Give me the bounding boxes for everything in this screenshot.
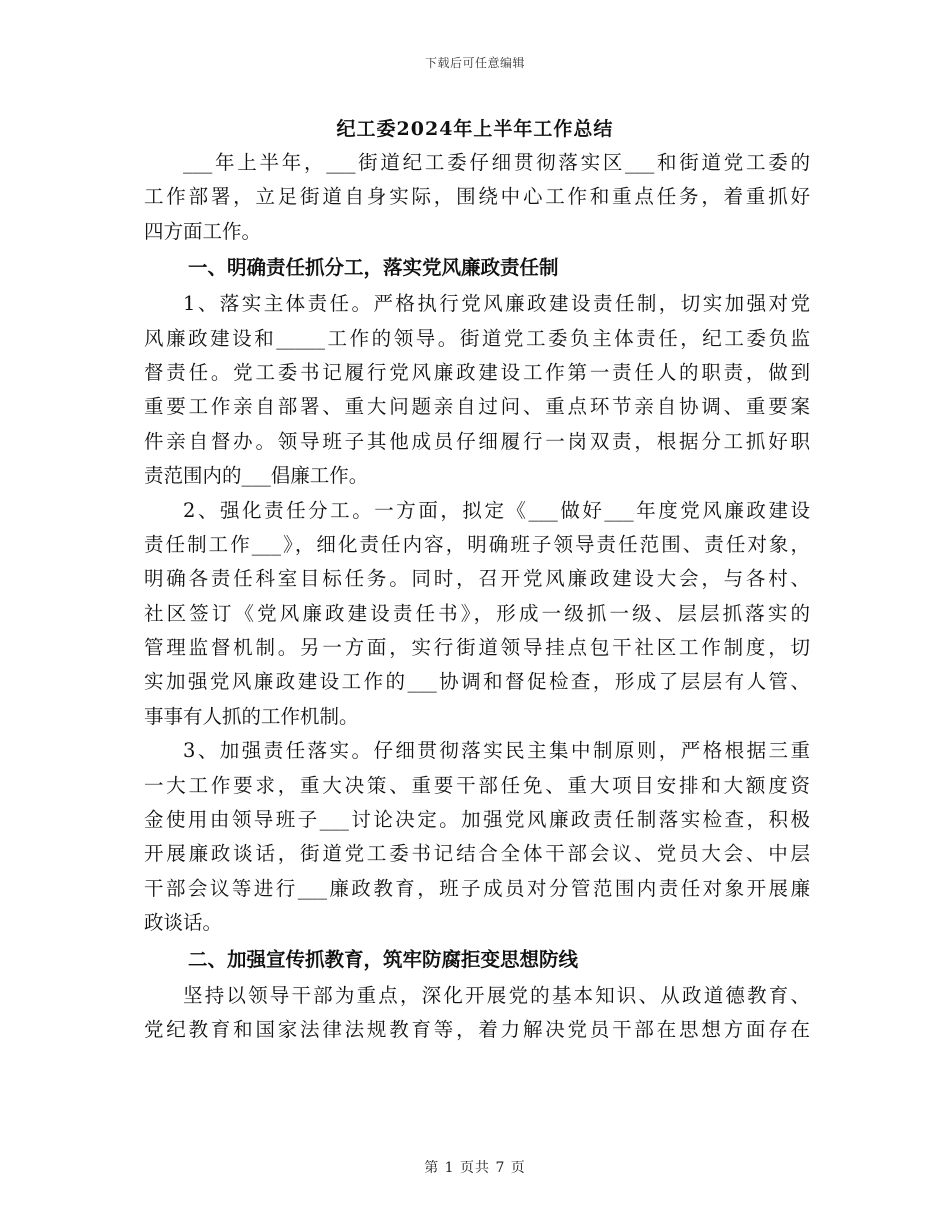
paragraph-line: 事事有人抓的工作机制。 [144,704,359,728]
paragraph-line: 1、落实主体责任。严格执行党风廉政建设责任制，切实加强对党 [183,292,810,316]
paragraph-line: 坚持以领导干部为重点，深化开展党的基本知识、从政道德教育、 [183,983,810,1007]
paragraph-line: 明确各责任科室目标任务。同时，召开党风廉政建设大会，与各村、 [144,567,810,591]
paragraph-line: 工作部署，立足街道自身实际，围绕中心工作和重点任务，着重抓好 [144,185,810,209]
document-title: 纪工委2024年上半年工作总结 [336,118,614,140]
paragraph-line: 干部会议等进行___廉政教育，班子成员对分管范围内责任对象开展廉 [144,876,810,900]
paragraph-line: 党纪教育和国家法律法规教育等，着力解决党员干部在思想方面存在 [144,1017,810,1041]
header-note: 下载后可任意编辑 [424,56,525,70]
paragraph-line: 风廉政建设和_____工作的领导。街道党工委负主体责任，纪工委负监 [144,326,810,350]
paragraph-line: ___年上半年，___街道纪工委仔细贯彻落实区___和街道党工委的 [183,151,810,174]
paragraph-line: 重要工作亲自部署、重大问题亲自过问、重点环节亲自协调、重要案 [144,395,810,419]
document-body [144,146,810,1047]
paragraph-line: 开展廉政谈话，街道党工委书记结合全体干部会议、党员大会、中层 [144,842,810,866]
page-footer: 第 1 页共 7 页 [424,1160,526,1176]
section-heading: 二、加强宣传抓教育，筑牢防腐拒变思想防线 [188,947,579,971]
paragraph-line: 责任制工作___》，细化责任内容，明确班子领导责任范围、责任对象， [144,532,810,556]
paragraph-line: 3、加强责任落实。仔细贯彻落实民主集中制原则，严格根据三重 [183,739,810,763]
paragraph-line: 2、强化责任分工。一方面，拟定《___做好___年度党风廉政建设 [183,498,810,522]
paragraph-line: 社区签订《党风廉政建设责任书》，形成一级抓一级、层层抓落实的 [144,601,810,625]
section-heading: 一、明确责任抓分工，落实党风廉政责任制 [188,256,559,280]
paragraph-line: 管理监督机制。另一方面，实行街道领导挂点包干社区工作制度，切 [144,636,810,660]
paragraph-line: 实加强党风廉政建设工作的___协调和督促检查，形成了层层有人管、 [144,670,810,694]
paragraph-line: 政谈话。 [144,911,223,935]
paragraph-line: 督责任。党工委书记履行党风廉政建设工作第一责任人的职责，做到 [144,360,810,384]
paragraph-line: 一大工作要求，重大决策、重要干部任免、重大项目安排和大额度资 [144,773,810,797]
paragraph-line: 件亲自督办。领导班子其他成员仔细履行一岗双责，根据分工抓好职 [144,429,810,453]
paragraph-line: 责范围内的___倡廉工作。 [144,464,369,488]
paragraph-line: 四方面工作。 [144,219,262,243]
paragraph-line: 金使用由领导班子___讨论决定。加强党风廉政责任制落实检查，积极 [144,808,810,832]
